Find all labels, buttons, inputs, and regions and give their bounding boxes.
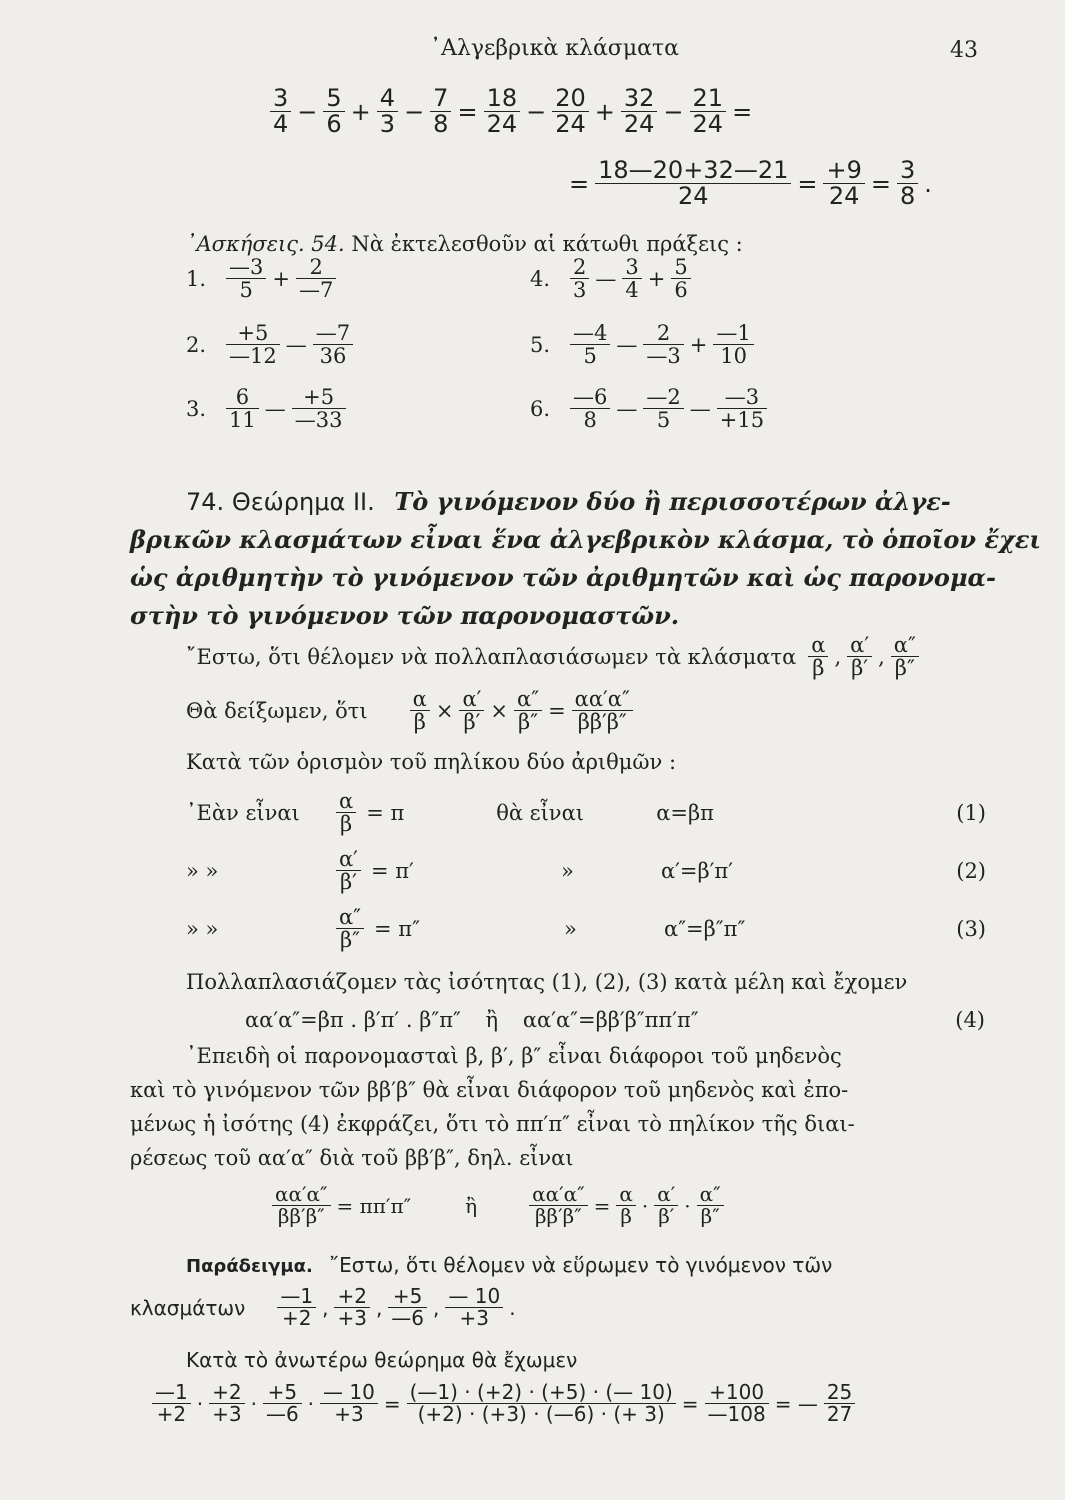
numerator: +9 [823, 158, 864, 184]
fraction [445, 1286, 503, 1329]
numerator: —7 [313, 322, 353, 345]
denominator: 24 [828, 182, 860, 211]
denominator: β″ [894, 656, 915, 681]
equation-4-right: αα′α″=ββ′β″ππ′π″ [522, 1008, 699, 1032]
fraction [824, 1382, 855, 1425]
example-therefore: Κατὰ τὸ ἀνωτέρω θεώρημα θὰ ἔχωμεν [186, 1348, 578, 1372]
fraction [643, 386, 683, 431]
denominator: 8 [433, 110, 449, 139]
operator: + [350, 97, 371, 126]
numerator: — 10 [445, 1286, 503, 1308]
exercise-expression [224, 322, 355, 367]
equation-number: (3) [956, 916, 986, 941]
running-header: ᾿Αλγεβρικὰ κλάσματα [430, 36, 680, 61]
fraction [459, 688, 484, 733]
exercise-number: 5. [530, 332, 551, 357]
fraction [808, 634, 828, 679]
exercise-5 [530, 322, 756, 367]
fraction [410, 688, 430, 733]
case-result: α′=β′π′ [660, 858, 733, 883]
case-result: α″=β″π″ [664, 916, 746, 941]
case-prefix: » » [186, 916, 219, 941]
final-right [527, 1184, 726, 1227]
exercise-3 [186, 386, 348, 431]
fraction [226, 386, 259, 431]
denominator: 27 [826, 1402, 853, 1426]
numerator: α′ [336, 848, 361, 871]
operator: , [878, 644, 885, 669]
case-fraction [336, 790, 356, 835]
exercise-expression [224, 256, 338, 301]
fraction [621, 86, 658, 137]
exercise-expression [568, 256, 693, 301]
fraction [616, 1184, 636, 1227]
numerator: α″ [336, 906, 364, 929]
proof-multiply-line: Πολλαπλασιάζομεν τὰς ἰσότητας (1), (2), (3) κατὰ μέλη καὶ ἔχομεν [186, 970, 908, 994]
example-fractions-line [130, 1286, 520, 1329]
denominator: +2 [156, 1402, 187, 1426]
operator: = [870, 169, 891, 198]
top-example-line-2 [565, 158, 936, 209]
case-2 [186, 848, 986, 893]
operator: . [509, 1295, 516, 1320]
fraction [690, 86, 727, 137]
exercise-expression [568, 386, 769, 431]
fraction [697, 1184, 724, 1227]
operator: = ππ′π″ [336, 1193, 412, 1218]
operator: — [689, 396, 711, 421]
operator: = [681, 1391, 699, 1416]
case-prefix: ᾿Εὰν εἶναι [186, 800, 300, 825]
operator: · [641, 1193, 649, 1218]
numerator: 18—20+32—21 [595, 158, 791, 184]
denominator: 24 [555, 110, 586, 139]
denominator: β [812, 656, 825, 681]
equation-number: (4) [955, 1008, 985, 1032]
example-fractions [275, 1286, 519, 1329]
numerator: α [336, 790, 356, 813]
numerator: α [410, 688, 430, 711]
proof-esto-text: ῎Εστω, ὅτι θέλομεν νὰ πολλαπλασιάσωμεν τὰ κλάσματα [186, 644, 797, 669]
numerator: α″ [514, 688, 542, 711]
fraction [514, 688, 542, 733]
denominator: 5 [656, 408, 671, 433]
numerator: —1 [152, 1382, 191, 1404]
exercises-intro [186, 232, 743, 256]
numerator: α″ [891, 634, 919, 657]
denominator: 6 [326, 110, 342, 139]
operator: + [594, 97, 615, 126]
operator: — [616, 332, 638, 357]
denominator: β″ [518, 710, 539, 735]
fraction [572, 688, 633, 733]
proof-esto-line [186, 634, 921, 679]
numerator: 25 [824, 1382, 855, 1404]
numerator: 32 [621, 86, 658, 112]
fraction [622, 256, 641, 301]
denominator: +3 [334, 1402, 364, 1426]
numerator: 5 [323, 86, 344, 112]
fraction [847, 634, 872, 679]
proof-show-text: Θὰ δείξωμεν, ὅτι [186, 698, 368, 723]
operator: , [834, 644, 842, 669]
fraction [570, 256, 589, 301]
case-equals: = π [366, 800, 405, 825]
proof-line-2: καὶ τὸ γινόμενον τῶν ββ′β″ θὰ εἶναι διάφορον τοῦ μηδενὸς καὶ ἐπο- [130, 1078, 849, 1102]
numerator: +100 [705, 1382, 769, 1404]
operator: − [297, 97, 318, 126]
denominator: 10 [720, 344, 747, 369]
denominator: 4 [625, 278, 639, 303]
fraction [320, 1382, 378, 1425]
denominator: +3 [337, 1306, 367, 1330]
denominator: 5 [583, 344, 597, 369]
fraction [407, 1382, 676, 1425]
fraction [570, 386, 610, 431]
fraction [263, 1382, 302, 1425]
case-equals: = π″ [374, 916, 420, 941]
proof-line-1: ᾿Επειδὴ οἱ παρονομασταὶ β, β′, β″ εἶναι διάφοροι τοῦ μηδενὸς [186, 1044, 842, 1068]
numerator: +2 [209, 1382, 244, 1404]
denominator: 36 [319, 344, 347, 369]
numerator: α [616, 1184, 636, 1206]
denominator: 5 [239, 278, 253, 303]
operator: · [684, 1193, 691, 1218]
numerator: +5 [388, 1286, 427, 1308]
operator: × [490, 698, 509, 723]
exercise-4 [530, 256, 693, 301]
numerator: — 10 [320, 1382, 378, 1404]
denominator: 8 [583, 408, 597, 433]
numerator: 7 [430, 86, 451, 112]
operator: — [264, 396, 286, 421]
example-line [186, 1253, 832, 1277]
case-then: » [564, 916, 577, 941]
denominator: 11 [229, 408, 256, 433]
theorem-line-4: στὴν τὸ γινόμενον τῶν παρονομαστῶν. [130, 601, 680, 630]
denominator: 3 [379, 110, 396, 139]
operator: , [433, 1295, 440, 1320]
numerator: α′ [654, 1184, 678, 1206]
denominator: β″ [340, 928, 361, 953]
fraction [671, 256, 690, 301]
denominator: β″ [700, 1204, 720, 1228]
operator: · [307, 1391, 315, 1416]
denominator: (+2) · (+3) · (—6) · (+ 3) [417, 1402, 665, 1426]
operator: + [689, 332, 708, 357]
denominator: +3 [212, 1402, 242, 1426]
denominator: β′ [851, 656, 869, 681]
fraction [823, 158, 864, 209]
fraction [713, 322, 753, 367]
final-identity [270, 1184, 726, 1227]
numerator: αα′α″ [272, 1184, 331, 1206]
operator: — [595, 266, 617, 291]
numerator: —3 [717, 386, 767, 409]
fraction [529, 1184, 588, 1227]
operator: · [250, 1391, 257, 1416]
case-prefix: » » [186, 858, 219, 883]
denominator: 4 [273, 110, 289, 139]
numerator: 2 [296, 256, 336, 279]
proof-show-line [186, 688, 635, 733]
proof-show-expression [408, 688, 635, 733]
operator: = [457, 97, 478, 126]
numerator: αα′α″ [529, 1184, 588, 1206]
numerator: +5 [226, 322, 280, 345]
operator: + [647, 266, 666, 291]
exercise-number: 6. [530, 396, 551, 421]
numerator: —6 [570, 386, 610, 409]
denominator: —108 [707, 1402, 766, 1426]
denominator: β [620, 1204, 632, 1228]
fraction [292, 386, 346, 431]
proof-esto-fractions [806, 634, 921, 679]
fraction [313, 322, 353, 367]
fraction [226, 256, 266, 301]
fraction [430, 86, 451, 137]
equation-number: (1) [956, 800, 986, 825]
numerator: 4 [377, 86, 398, 112]
fraction [226, 322, 280, 367]
exercise-number: 4. [530, 266, 551, 291]
exercise-2 [186, 322, 355, 367]
denominator: β [340, 812, 353, 837]
numerator: 6 [226, 386, 259, 409]
operator: . [924, 169, 932, 198]
denominator: —6 [265, 1402, 299, 1426]
exercise-6 [530, 386, 769, 431]
fraction [323, 86, 344, 137]
proof-definition-line: Κατὰ τῶν ὁρισμὸν τοῦ πηλίκου δύο ἀριθμῶν : [186, 750, 677, 774]
theorem-title: Θεώρημα ΙΙ. [231, 488, 375, 516]
fraction [891, 634, 919, 679]
numerator: —3 [226, 256, 266, 279]
fraction [277, 1286, 316, 1329]
fraction [705, 1382, 769, 1425]
exercises-label: ᾿Ασκήσεις. 54. [186, 232, 345, 256]
theorem-number: 74. [186, 488, 225, 516]
operator: − [526, 97, 547, 126]
fraction [270, 86, 291, 137]
numerator: α″ [697, 1184, 724, 1206]
numerator: 5 [671, 256, 690, 279]
proof-line-3: μένως ἡ ἰσότης (4) ἐκφράζει, ὅτι τὸ ππ′π″ εἶναι τὸ πηλίκον τῆς διαι- [130, 1112, 855, 1136]
operator: · [196, 1391, 204, 1416]
numerator: +2 [334, 1286, 369, 1308]
operator: , [322, 1295, 329, 1320]
denominator: 6 [674, 278, 688, 303]
fraction [484, 86, 521, 137]
operator: = [593, 1193, 611, 1218]
numerator: 2 [570, 256, 589, 279]
operator: = — [774, 1391, 818, 1416]
operator: — [616, 396, 638, 421]
operator: − [663, 97, 684, 126]
example-label: Παράδειγμα. [186, 1256, 313, 1277]
case-fraction [336, 848, 361, 893]
numerator: —4 [570, 322, 610, 345]
denominator: +2 [281, 1306, 312, 1330]
operator: — [285, 332, 307, 357]
numerator: α′ [459, 688, 484, 711]
fraction [643, 322, 683, 367]
proof-line-4: ρέσεως τοῦ αα′α″ διὰ τοῦ ββ′β″, δηλ. εἶναι [130, 1146, 574, 1170]
denominator: +3 [459, 1306, 490, 1330]
operator: , [375, 1295, 383, 1320]
numerator: 3 [270, 86, 291, 112]
equation-number: (2) [956, 858, 986, 883]
equation-4-or: ἢ [485, 1008, 499, 1032]
denominator: +15 [719, 408, 765, 433]
denominator: 24 [486, 110, 518, 139]
top-example-line-1 [268, 86, 756, 137]
example-final-equation [150, 1382, 857, 1425]
theorem-line-1 [186, 487, 951, 516]
denominator: —7 [299, 278, 334, 303]
numerator: 20 [552, 86, 589, 112]
denominator: —3 [646, 344, 681, 369]
exercises-text: Νὰ ἐκτελεσθοῦν αἱ κάτωθι πράξεις : [351, 232, 743, 256]
final-left [270, 1184, 415, 1227]
fraction [595, 158, 791, 209]
exercise-expression [568, 322, 756, 367]
denominator: —6 [391, 1306, 425, 1330]
denominator: 24 [677, 182, 709, 211]
case-fraction [336, 906, 364, 951]
denominator: β′ [658, 1204, 675, 1228]
fraction [209, 1382, 244, 1425]
numerator: 3 [897, 158, 918, 184]
denominator: β′ [340, 870, 357, 895]
denominator: 8 [899, 182, 916, 211]
operator: = [797, 169, 818, 198]
page-number: 43 [950, 38, 978, 63]
denominator: ββ′β″ [534, 1204, 582, 1228]
operator: − [404, 97, 425, 126]
numerator: 3 [622, 256, 641, 279]
fraction [388, 1286, 427, 1329]
numerator: —1 [277, 1286, 316, 1308]
fraction [272, 1184, 331, 1227]
case-then: θὰ εἶναι [496, 800, 584, 825]
operator: × [435, 698, 454, 723]
denominator: —33 [294, 408, 343, 433]
fraction [897, 158, 918, 209]
operator: = [383, 1391, 401, 1416]
numerator: 21 [690, 86, 727, 112]
theorem-line-2: βρικῶν κλασμάτων εἶναι ἕνα ἀλγεβρικὸν κλάσμα, τὸ ὁποῖον ἔχει [130, 525, 1042, 554]
numerator: +5 [263, 1382, 302, 1404]
operator: = [548, 698, 566, 723]
exercise-number: 3. [186, 396, 207, 421]
case-result: α=βπ [656, 800, 714, 825]
exercise-number: 2. [186, 332, 207, 357]
numerator: —1 [713, 322, 753, 345]
theorem-text: Τὸ γινόμενον δύο ἢ περισσοτέρων ἀλγε- [394, 487, 951, 516]
denominator: β′ [463, 710, 481, 735]
fraction [552, 86, 589, 137]
example-text: ῎Εστω, ὅτι θέλομεν νὰ εὕρωμεν τὸ γινόμενον τῶν [329, 1253, 833, 1277]
fraction [570, 322, 610, 367]
numerator: αα′α″ [572, 688, 633, 711]
numerator: α′ [847, 634, 872, 657]
fraction [334, 1286, 369, 1329]
fraction [296, 256, 336, 301]
numerator: (—1) · (+2) · (+5) · (— 10) [407, 1382, 676, 1404]
numerator: 18 [484, 86, 521, 112]
case-equals: = π′ [370, 858, 414, 883]
case-1 [186, 790, 986, 835]
operator: + [272, 266, 291, 291]
final-or: ἢ [465, 1193, 478, 1218]
fraction [377, 86, 398, 137]
case-then: » [560, 858, 574, 883]
operator: = [569, 169, 590, 198]
fraction [152, 1382, 191, 1425]
denominator: β [413, 710, 426, 735]
denominator: ββ′β″ [577, 710, 627, 735]
numerator: 2 [643, 322, 683, 345]
denominator: ββ′β″ [277, 1204, 325, 1228]
numerator: α [808, 634, 828, 657]
exercise-expression [224, 386, 347, 431]
exercise-1 [186, 256, 338, 301]
operator: = [732, 97, 753, 126]
denominator: —12 [229, 344, 277, 369]
theorem-line-3: ὡς ἀριθμητὴν τὸ γινόμενον τῶν ἀριθμητῶν καὶ ὡς παρονομα- [130, 563, 996, 592]
equation-4 [245, 1008, 985, 1032]
example-klasmaton: κλασμάτων [130, 1295, 246, 1320]
exercise-number: 1. [186, 266, 207, 291]
denominator: 3 [573, 278, 587, 303]
numerator: —2 [643, 386, 683, 409]
numerator: +5 [292, 386, 346, 409]
fraction [717, 386, 767, 431]
fraction [654, 1184, 678, 1227]
equation-4-left: αα′α″=βπ . β′π′ . β″π″ [245, 1008, 461, 1032]
denominator: 24 [623, 110, 655, 139]
case-3 [186, 906, 986, 951]
denominator: 24 [692, 110, 724, 139]
